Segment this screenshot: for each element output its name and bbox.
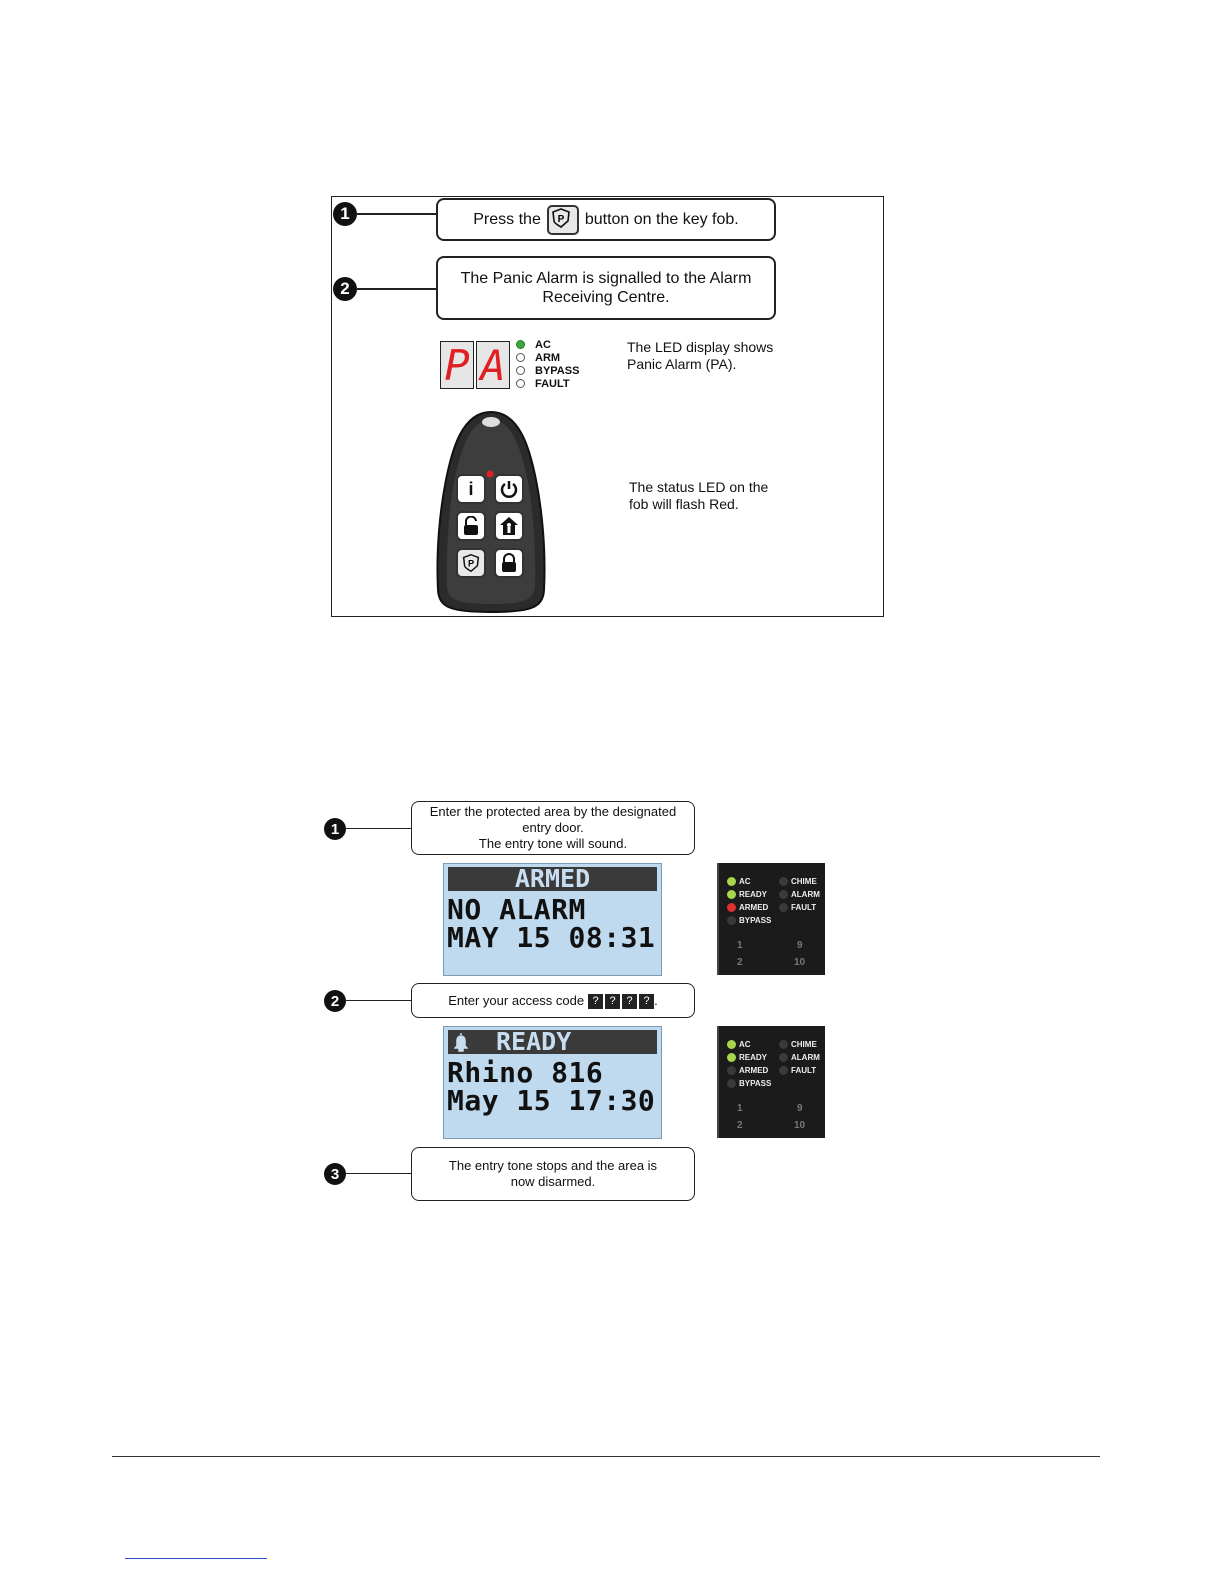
zone-number: 1	[737, 940, 743, 951]
armed-led-icon	[727, 903, 736, 912]
indicator-label: AC	[535, 338, 551, 351]
footer-link-underline[interactable]	[125, 1558, 267, 1559]
code-digit: ?	[639, 994, 654, 1009]
svg-text:P: P	[467, 558, 475, 569]
fault-led-icon	[779, 1066, 788, 1075]
led-label: READY	[739, 890, 768, 899]
zone-number: 9	[797, 940, 803, 951]
code-digit: ?	[605, 994, 620, 1009]
zone-number: 10	[794, 1120, 806, 1131]
step-1-callout	[411, 801, 695, 855]
leader-line	[356, 288, 436, 290]
leader-line	[345, 1000, 411, 1001]
indicator-arm	[516, 351, 560, 364]
step-2-number: 2	[333, 277, 357, 301]
step-1-text-after: button on the key fob.	[584, 211, 739, 228]
step-2-text: The Panic Alarm is signalled to the Alarm Receiving Centre.	[460, 270, 752, 306]
info-icon[interactable]: i	[456, 474, 486, 504]
keypad-led-panel-1	[717, 863, 825, 975]
step-1-line: entry door.	[522, 820, 584, 835]
lcd-line-2: May 15 17:30	[447, 1084, 656, 1117]
chime-led-icon	[779, 877, 788, 886]
led-label: BYPASS	[739, 1079, 772, 1088]
indicator-label: ARM	[535, 351, 561, 364]
step-1-line: The entry tone will sound.	[478, 836, 628, 851]
ac-led-icon	[516, 340, 525, 349]
svg-text:P: P	[557, 213, 565, 225]
access-code-boxes	[586, 992, 654, 1008]
indicator-bypass	[516, 364, 579, 377]
led-label: CHIME	[791, 1040, 817, 1049]
lcd-line-2: MAY 15 08:31	[447, 921, 656, 954]
keypad-led-panel-2	[717, 1026, 825, 1138]
lcd-header: ARMED	[448, 867, 657, 891]
chime-led-icon	[779, 1040, 788, 1049]
led-label: CHIME	[791, 877, 817, 886]
indicator-fault	[516, 377, 570, 390]
step-3-line: The entry tone stops and the area is	[448, 1158, 658, 1173]
armed-led-icon	[727, 1066, 736, 1075]
ac-led-icon	[727, 1040, 736, 1049]
fob-led-note: The status LED on the fob will flash Red.	[629, 479, 769, 512]
led-label: FAULT	[791, 903, 817, 912]
step-2-text: Enter your access code	[448, 992, 585, 1008]
led-label: ALARM	[791, 890, 820, 899]
footer-divider	[112, 1456, 1100, 1457]
led-label: ALARM	[791, 1053, 820, 1062]
lcd-line-1: Rhino 816	[447, 1056, 604, 1089]
step-2-callout	[411, 983, 695, 1018]
key-fob	[434, 410, 548, 614]
fault-led-icon	[516, 379, 525, 388]
fault-led-icon	[779, 903, 788, 912]
step-1-number: 1	[324, 818, 346, 840]
led-digit-1: P	[440, 341, 474, 389]
leader-line	[356, 213, 436, 215]
alarm-led-icon	[779, 890, 788, 899]
led-label: AC	[739, 1040, 751, 1049]
step-3-callout	[411, 1147, 695, 1201]
led-label: BYPASS	[739, 916, 772, 925]
lcd-header	[448, 1027, 657, 1056]
lcd-header-text: READY	[496, 1027, 572, 1056]
alarm-led-icon	[779, 1053, 788, 1062]
led-digit-2: A	[476, 341, 510, 389]
zone-number: 1	[737, 1103, 743, 1114]
power-icon[interactable]	[494, 474, 524, 504]
zone-number: 2	[737, 1120, 743, 1131]
led-label: ARMED	[739, 903, 769, 912]
bell-icon	[454, 1030, 472, 1056]
ready-led-icon	[727, 890, 736, 899]
zone-number: 9	[797, 1103, 803, 1114]
lcd-line-1: NO ALARM	[447, 893, 586, 926]
bypass-led-icon	[727, 1079, 736, 1088]
indicator-ac	[516, 338, 551, 351]
led-label: READY	[739, 1053, 768, 1062]
home-person-icon[interactable]	[494, 511, 524, 541]
leader-line	[345, 828, 411, 829]
step-2-callout	[436, 256, 776, 320]
indicator-label: FAULT	[535, 377, 570, 390]
lcd-display-ready	[443, 1026, 662, 1139]
code-digit: ?	[622, 994, 637, 1009]
led-label: ARMED	[739, 1066, 769, 1075]
step-1-callout	[436, 198, 776, 241]
step-3-line: now disarmed.	[510, 1174, 596, 1189]
zone-number: 2	[737, 957, 743, 968]
lcd-display-armed	[443, 863, 662, 976]
led-label: FAULT	[791, 1066, 817, 1075]
ready-led-icon	[727, 1053, 736, 1062]
led-label: AC	[739, 877, 751, 886]
bypass-led-icon	[727, 916, 736, 925]
zone-number: 10	[794, 957, 806, 968]
lock-icon[interactable]	[494, 548, 524, 578]
code-digit: ?	[588, 994, 603, 1009]
step-2-period: .	[654, 992, 658, 1008]
indicator-label: BYPASS	[535, 364, 580, 377]
step-1-number: 1	[333, 202, 357, 226]
step-2-number: 2	[324, 990, 346, 1012]
step-1-line: Enter the protected area by the designated	[429, 804, 677, 819]
unlock-icon[interactable]	[456, 511, 486, 541]
panic-p-icon	[547, 205, 579, 235]
panic-p-icon[interactable]	[456, 548, 486, 578]
led-display-note: The LED display shows Panic Alarm (PA).	[627, 339, 774, 372]
bypass-led-icon	[516, 366, 525, 375]
fob-status-led-icon	[487, 471, 494, 478]
ac-led-icon	[727, 877, 736, 886]
step-1-text-before: Press the	[473, 211, 541, 228]
leader-line	[345, 1173, 411, 1174]
step-3-number: 3	[324, 1163, 346, 1185]
arm-led-icon	[516, 353, 525, 362]
